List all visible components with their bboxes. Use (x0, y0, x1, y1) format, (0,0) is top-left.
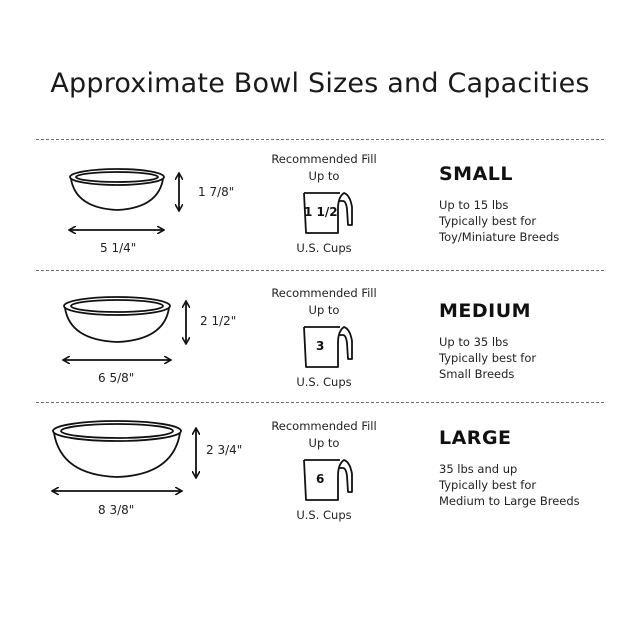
recommended-fill (258, 418, 390, 522)
size-row-medium (0, 271, 640, 401)
weight-range: 35 lbs and up (439, 462, 518, 476)
fill-label: Recommended Fill (271, 419, 377, 433)
best-for-label: Typically best for (439, 478, 537, 492)
measuring-cup (258, 187, 390, 237)
page-title: Approximate Bowl Sizes and Capacities (50, 68, 590, 99)
cup-amount: 6 (316, 472, 325, 486)
weight-range: Up to 35 lbs (439, 335, 509, 349)
fill-label: Recommended Fill (271, 286, 377, 300)
recommended-fill (258, 151, 390, 255)
bowl-icon (53, 421, 181, 477)
size-info (439, 427, 629, 509)
cup-amount: 1 1/2 (304, 205, 338, 219)
bowl-width-label: 5 1/4" (100, 241, 137, 255)
bowl-icon (64, 297, 170, 342)
bowl-height-label: 2 1/2" (200, 314, 237, 328)
measuring-cup (258, 321, 390, 371)
bowl-height-label: 1 7/8" (198, 185, 235, 199)
size-row-small (0, 140, 640, 270)
breed-type: Medium to Large Breeds (439, 494, 580, 508)
measuring-cup (258, 454, 390, 504)
bowl-height-label: 2 3/4" (206, 443, 243, 457)
size-info (439, 300, 629, 382)
breed-type: Small Breeds (439, 367, 515, 381)
bowl-width-label: 8 3/8" (98, 503, 135, 517)
recommended-fill (258, 285, 390, 389)
cup-units: U.S. Cups (296, 508, 352, 522)
bowl-icon (70, 169, 164, 210)
breed-type: Toy/Miniature Breeds (439, 230, 560, 244)
size-info (439, 163, 629, 245)
size-name: SMALL (439, 163, 514, 185)
fill-up-to: Up to (308, 303, 340, 317)
bowl-width-label: 6 5/8" (98, 371, 135, 385)
weight-range: Up to 15 lbs (439, 198, 509, 212)
fill-label: Recommended Fill (271, 152, 377, 166)
fill-up-to: Up to (308, 169, 340, 183)
cup-units: U.S. Cups (296, 241, 352, 255)
size-name: MEDIUM (439, 300, 532, 322)
size-row-large (0, 403, 640, 533)
fill-up-to: Up to (308, 436, 340, 450)
cup-amount: 3 (316, 339, 325, 353)
best-for-label: Typically best for (439, 214, 537, 228)
size-name: LARGE (439, 427, 512, 449)
cup-units: U.S. Cups (296, 375, 352, 389)
best-for-label: Typically best for (439, 351, 537, 365)
